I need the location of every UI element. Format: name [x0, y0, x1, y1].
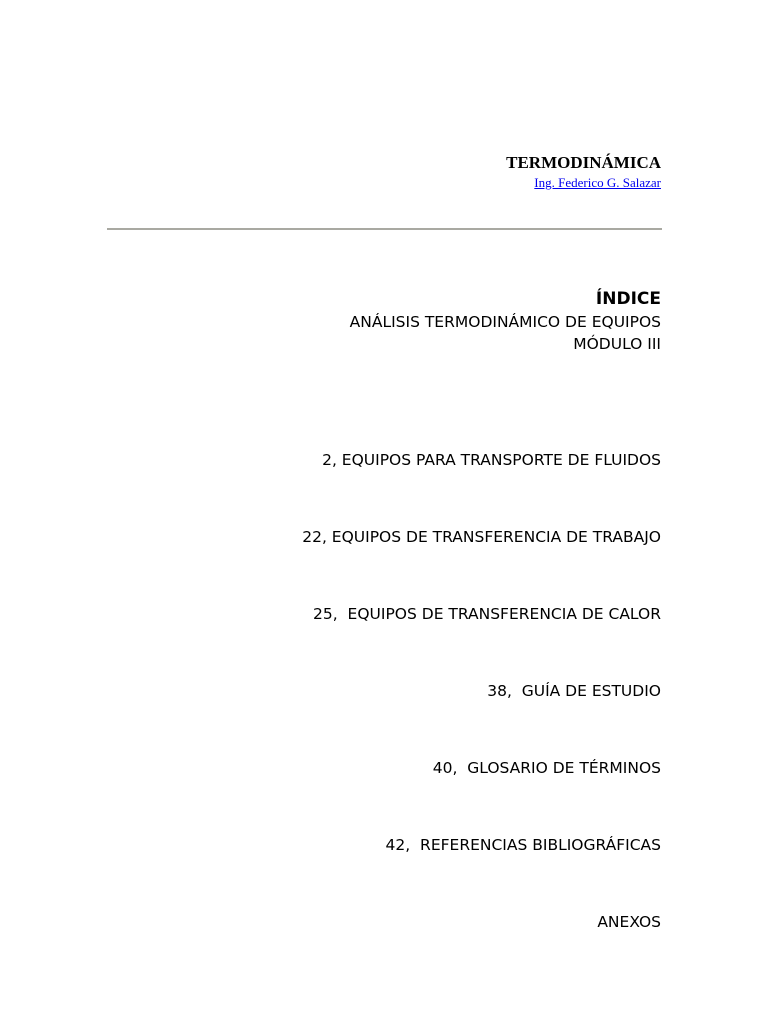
document-title: TERMODINÁMICA [506, 153, 661, 172]
toc-entry: 25, EQUIPOS DE TRANSFERENCIA DE CALOR [313, 605, 661, 623]
toc-entry: ANEXOS [597, 913, 661, 931]
toc-entry: 2, EQUIPOS PARA TRANSPORTE DE FLUIDOS [322, 451, 661, 469]
index-section [350, 287, 661, 355]
table-of-contents [302, 412, 661, 987]
toc-entry: 42, REFERENCIAS BIBLIOGRÁFICAS [385, 836, 661, 854]
index-heading: ÍNDICE [595, 289, 661, 309]
author-link[interactable]: Ing. Federico G. Salazar [534, 175, 661, 190]
index-subtitle: ANÁLISIS TERMODINÁMICO DE EQUIPOS [349, 313, 661, 331]
toc-entry: 22, EQUIPOS DE TRANSFERENCIA DE TRABAJO [302, 528, 661, 546]
module-label: MÓDULO III [573, 335, 661, 353]
toc-entry: 40, GLOSARIO DE TÉRMINOS [432, 759, 661, 777]
horizontal-divider [107, 228, 662, 230]
toc-entry: 38, GUÍA DE ESTUDIO [487, 682, 661, 700]
document-header [506, 152, 661, 192]
